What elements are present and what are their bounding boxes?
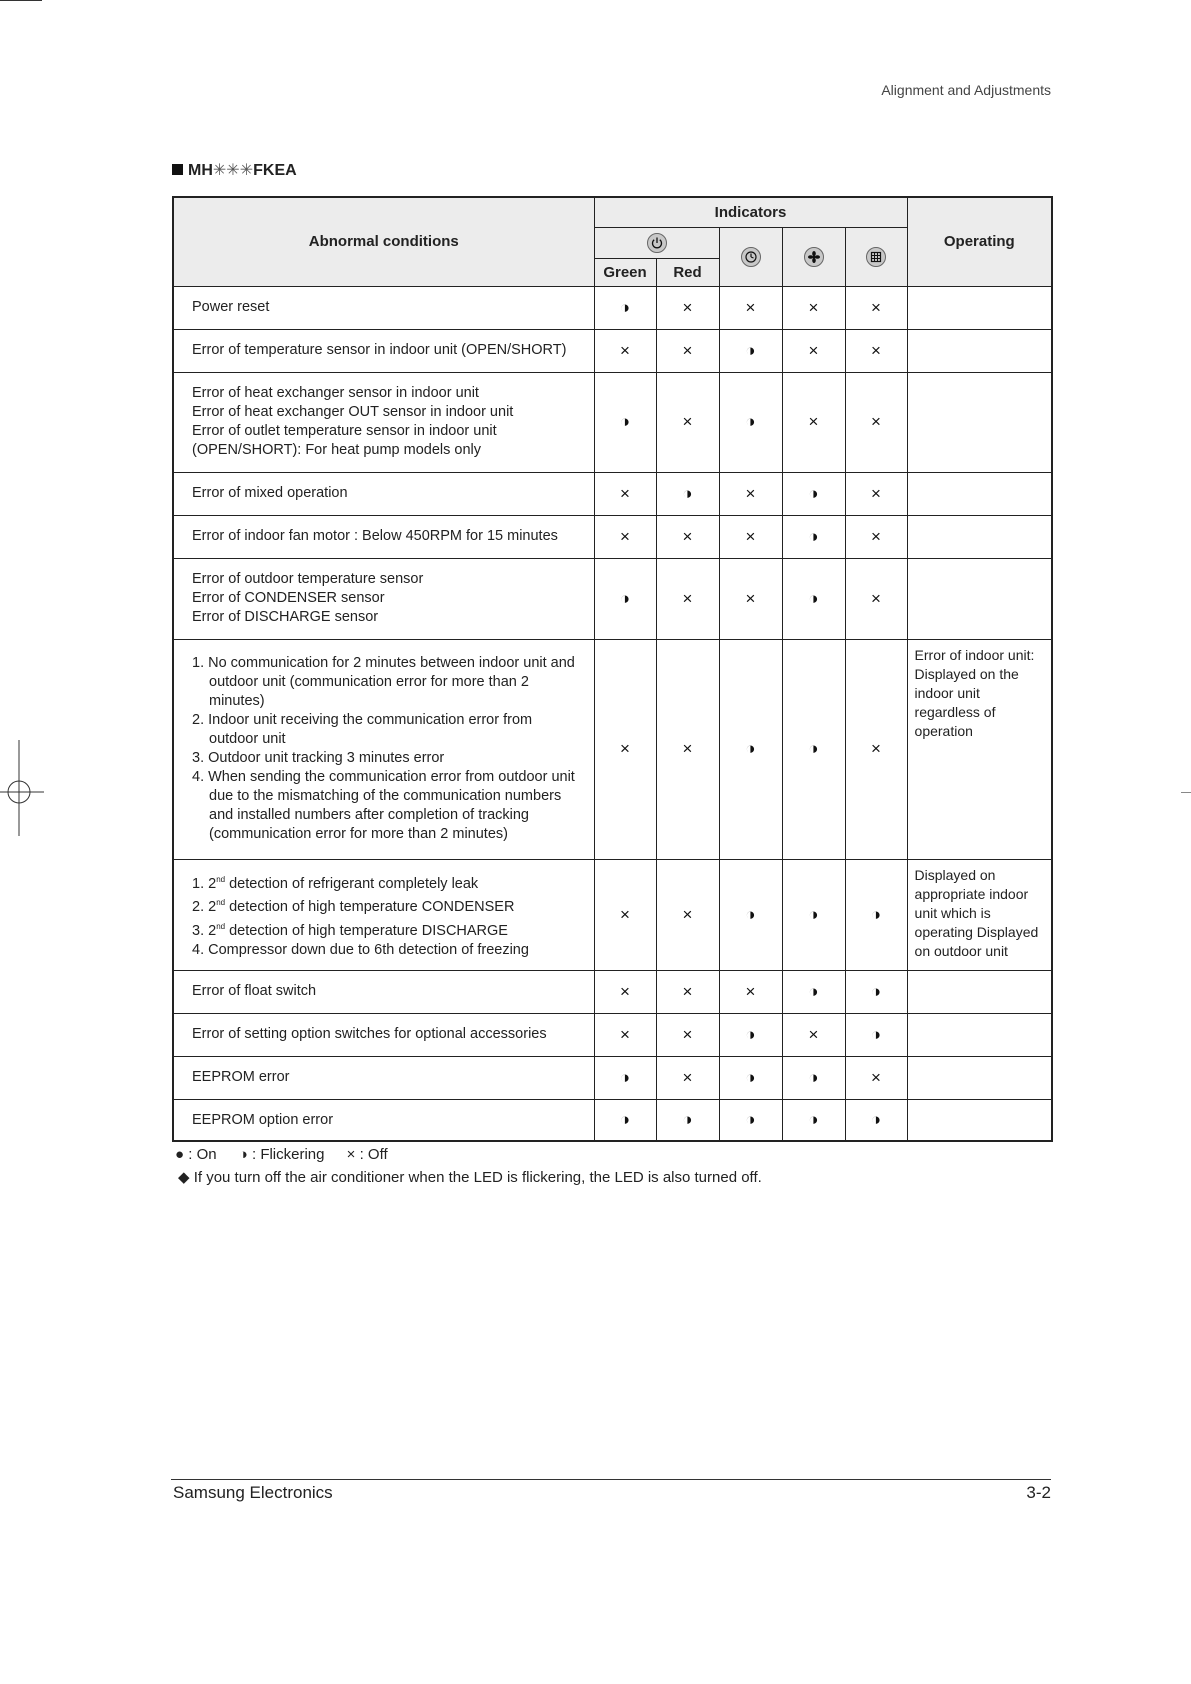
fan-led-state: × xyxy=(782,1013,845,1056)
green-led-state: × xyxy=(594,472,656,515)
green-led-state: × xyxy=(594,1013,656,1056)
header-timer-led xyxy=(719,227,782,286)
filter-led-state: × xyxy=(845,639,907,859)
timer-led-state: ◑ xyxy=(719,1013,782,1056)
fan-led-state: ◑ xyxy=(782,472,845,515)
condition-line: Error of DISCHARGE sensor xyxy=(192,609,379,625)
timer-led-state: × xyxy=(719,472,782,515)
filter-led-state: ◑ xyxy=(845,970,907,1013)
filter-led-state: ◑ xyxy=(845,1099,907,1141)
condition-line: Power reset xyxy=(192,299,270,315)
list-item: 2. Indoor unit receiving the communication error from outdoor unit xyxy=(192,712,533,747)
red-led-state: × xyxy=(656,372,719,472)
filter-led-state: × xyxy=(845,372,907,472)
red-led-state: × xyxy=(656,329,719,372)
condition-cell xyxy=(173,558,594,639)
filter-led-state: ◑ xyxy=(845,1013,907,1056)
page-number: 3-2 xyxy=(1026,1483,1051,1502)
table-row xyxy=(173,558,1052,639)
table-row xyxy=(173,639,1052,859)
filter-led-state: × xyxy=(845,558,907,639)
condition-cell xyxy=(173,639,594,859)
timer-led-state: ◑ xyxy=(719,329,782,372)
legend-flickering: ◑ : Flickering xyxy=(238,1146,325,1163)
list-item: 3. Outdoor unit tracking 3 minutes error xyxy=(192,750,445,766)
operating-cell xyxy=(907,1013,1052,1056)
condition-line: EEPROM option error xyxy=(192,1111,334,1128)
red-led-state: × xyxy=(656,515,719,558)
condition-cell xyxy=(173,515,594,558)
condition-line: Error of mixed operation xyxy=(192,485,348,501)
condition-line: Error of outlet temperature sensor in indoor unit xyxy=(192,423,497,439)
filter-led-state: × xyxy=(845,515,907,558)
list-item: 2. 2nd detection of high temperature CONDENSER xyxy=(192,898,515,916)
condition-cell xyxy=(173,329,594,372)
crop-mark-right xyxy=(1181,792,1191,793)
operating-cell xyxy=(907,515,1052,558)
red-led-state: × xyxy=(656,1013,719,1056)
filter-led-state: × xyxy=(845,329,907,372)
filter-led-state: × xyxy=(845,1056,907,1099)
table-row xyxy=(173,515,1052,558)
title-suffix: FKEA xyxy=(253,162,297,179)
operating-cell xyxy=(907,286,1052,329)
condition-line: Error of temperature sensor in indoor unit (OPEN/SHORT) xyxy=(192,342,567,358)
header-filter-led xyxy=(845,227,907,286)
operating-cell xyxy=(907,970,1052,1013)
green-led-state: ◑ xyxy=(594,1099,656,1141)
section-title xyxy=(172,160,297,180)
green-led-state: ◑ xyxy=(594,286,656,329)
green-led-state: ◑ xyxy=(594,1056,656,1099)
filter-led-state: × xyxy=(845,286,907,329)
list-item: 3. 2nd detection of high temperature DISCHARGE xyxy=(192,922,508,939)
timer-led-state: ◑ xyxy=(719,1099,782,1141)
green-led-state: × xyxy=(594,970,656,1013)
condition-list xyxy=(192,654,580,844)
fan-led-state: ◑ xyxy=(782,859,845,970)
header-power-led xyxy=(594,227,719,258)
green-led-state: × xyxy=(594,639,656,859)
green-led-state: × xyxy=(594,329,656,372)
table-row xyxy=(173,286,1052,329)
fan-led-state: ◑ xyxy=(782,1056,845,1099)
square-bullet-icon xyxy=(172,164,183,175)
red-led-state: × xyxy=(656,558,719,639)
fan-led-state: ◑ xyxy=(782,515,845,558)
error-indicator-table xyxy=(172,196,1053,1142)
footer-company: Samsung Electronics xyxy=(173,1483,333,1502)
table-row xyxy=(173,329,1052,372)
red-led-state: × xyxy=(656,859,719,970)
table-row xyxy=(173,1056,1052,1099)
condition-line: Error of float switch xyxy=(192,983,317,1000)
condition-cell xyxy=(173,372,594,472)
condition-line: Error of setting option switches for optional accessories xyxy=(192,1026,547,1043)
fan-led-state: ◑ xyxy=(782,970,845,1013)
red-led-state: × xyxy=(656,1056,719,1099)
title-stars: ✳✳✳ xyxy=(212,162,254,179)
condition-cell xyxy=(173,472,594,515)
table-body xyxy=(173,286,1052,1141)
header-indicators: Indicators xyxy=(594,197,907,227)
operating-cell: Displayed on appropriate indoor unit which is operating Displayed on outdoor unit xyxy=(907,859,1052,970)
table-row xyxy=(173,970,1052,1013)
condition-cell xyxy=(173,1013,594,1056)
list-item: 1. No communication for 2 minutes between indoor unit and outdoor unit (communication error for more than 2 minutes) xyxy=(192,655,575,709)
condition-line: Error of heat exchanger sensor in indoor unit xyxy=(192,385,479,401)
condition-cell xyxy=(173,859,594,970)
red-led-state: × xyxy=(656,286,719,329)
green-led-state: × xyxy=(594,515,656,558)
condition-line: Error of indoor fan motor : Below 450RPM for 15 minutes xyxy=(192,528,558,544)
green-led-state: × xyxy=(594,859,656,970)
fan-led-state: ◑ xyxy=(782,639,845,859)
timer-led-state: × xyxy=(719,515,782,558)
red-led-state: × xyxy=(656,639,719,859)
note: ◆ If you turn off the air conditioner when the LED is flickering, the LED is also turned off. xyxy=(178,1169,762,1186)
table-row xyxy=(173,472,1052,515)
condition-cell xyxy=(173,286,594,329)
red-led-state: ◑ xyxy=(656,1099,719,1141)
header-fan-led xyxy=(782,227,845,286)
timer-led-state: ◑ xyxy=(719,372,782,472)
filter-icon xyxy=(866,247,886,267)
list-item: 1. 2nd detection of refrigerant completely leak xyxy=(192,874,479,892)
table-row xyxy=(173,372,1052,472)
operating-cell xyxy=(907,558,1052,639)
condition-line: (OPEN/SHORT): For heat pump models only xyxy=(192,442,482,458)
timer-led-state: ◑ xyxy=(719,859,782,970)
list-item: 4. When sending the communication error from outdoor unit due to the mismatching of the communication numbers and installed numbers after completion of tracking (communication error for more than 2 minutes) xyxy=(192,769,575,842)
operating-cell: Error of indoor unit: Displayed on the indoor unit regardless of operation xyxy=(907,639,1052,859)
condition-line: EEPROM error xyxy=(192,1069,290,1086)
operating-cell xyxy=(907,472,1052,515)
timer-led-state: × xyxy=(719,970,782,1013)
operating-cell xyxy=(907,329,1052,372)
header-operating: Operating xyxy=(907,197,1052,286)
condition-line: Error of CONDENSER sensor xyxy=(192,590,385,606)
title-prefix: MH xyxy=(188,162,213,179)
table-row xyxy=(173,1099,1052,1141)
condition-cell xyxy=(173,1056,594,1099)
red-led-state: × xyxy=(656,970,719,1013)
timer-led-state: × xyxy=(719,286,782,329)
legend-off: × : Off xyxy=(346,1146,388,1163)
timer-led-state: × xyxy=(719,558,782,639)
fan-icon xyxy=(804,247,824,267)
fan-led-state: × xyxy=(782,372,845,472)
timer-icon xyxy=(741,247,761,267)
timer-led-state: ◑ xyxy=(719,1056,782,1099)
header-green: Green xyxy=(594,258,656,286)
header-abnormal-conditions: Abnormal conditions xyxy=(173,197,594,286)
fan-led-state: × xyxy=(782,329,845,372)
footer-rule xyxy=(171,1479,1051,1480)
condition-cell xyxy=(173,1099,594,1141)
legend-on: ● : On xyxy=(175,1146,217,1163)
power-icon xyxy=(647,233,667,253)
fan-led-state: ◑ xyxy=(782,558,845,639)
operating-cell xyxy=(907,372,1052,472)
condition-line: Error of outdoor temperature sensor xyxy=(192,571,424,587)
legend xyxy=(175,1146,406,1163)
filter-led-state: × xyxy=(845,472,907,515)
condition-cell xyxy=(173,970,594,1013)
fan-led-state: × xyxy=(782,286,845,329)
timer-led-state: ◑ xyxy=(719,639,782,859)
crop-mark-top xyxy=(0,0,42,1)
red-led-state: ◑ xyxy=(656,472,719,515)
operating-cell xyxy=(907,1099,1052,1141)
green-led-state: ◑ xyxy=(594,372,656,472)
table-row xyxy=(173,859,1052,970)
header-red: Red xyxy=(656,258,719,286)
fan-led-state: ◑ xyxy=(782,1099,845,1141)
green-led-state: ◑ xyxy=(594,558,656,639)
registration-mark-icon xyxy=(0,740,44,836)
condition-line: Error of heat exchanger OUT sensor in indoor unit xyxy=(192,404,514,420)
operating-cell xyxy=(907,1056,1052,1099)
filter-led-state: ◑ xyxy=(845,859,907,970)
running-header: Alignment and Adjustments xyxy=(881,82,1051,98)
condition-list xyxy=(192,870,580,960)
list-item: 4. Compressor down due to 6th detection of freezing xyxy=(192,941,529,958)
table-row xyxy=(173,1013,1052,1056)
